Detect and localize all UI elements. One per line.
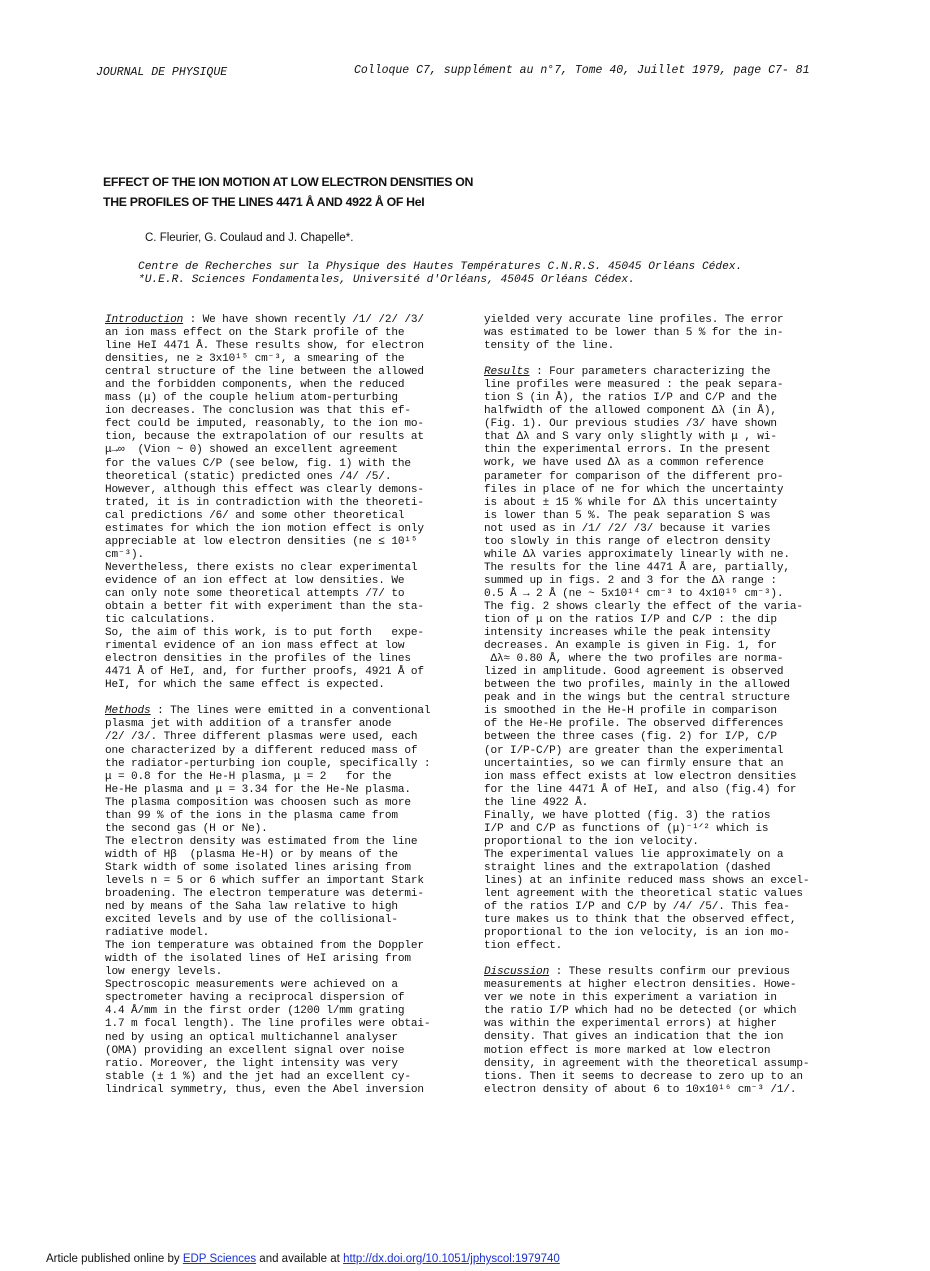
text-line: proportional to the ion velocity. [484, 835, 699, 848]
text-line: peak and in the wings but the central structure [484, 692, 790, 705]
text-span: : Four parameters characterizing the [529, 366, 771, 379]
text-line: of the He-He profile. The observed differences [484, 718, 784, 731]
text-line: evidence of an ion effect at low densities. We [105, 574, 405, 587]
text-line: /2/ /3/. Three different plasmas were used, each [105, 731, 418, 744]
text-line: thin the experimental errors. In the present [484, 444, 771, 457]
text-line: trated, it is in contradiction with the theoreti- [105, 496, 424, 509]
paragraph-gap [484, 353, 829, 366]
text-line: between the three cases (fig. 2) for I/P, C/P [484, 731, 777, 744]
text-line: estimates for which the ion motion effect is only [105, 522, 424, 535]
text-line: uncertainties, so we can firmly ensure that an [484, 757, 784, 770]
text-line: radiative model. [105, 927, 210, 940]
text-line: the line 4922 Å. [484, 796, 589, 809]
text-line: that Δλ and S vary only slightly with μ , wi- [484, 431, 777, 444]
text-line: However, although this effect was clearly demons- [105, 483, 424, 496]
text-line: spectrometer having a reciprocal dispersion of [105, 992, 405, 1005]
text-line: is smoothed in the He-H profile in comparison [484, 705, 777, 718]
text-line: Δλ≈ 0.80 Å, where the two profiles are norma- [484, 653, 784, 666]
text-line: lent agreement with the theoretical static values [484, 888, 803, 901]
text-line: μ = 0.8 for the He-H plasma, μ = 2 for the [105, 770, 392, 783]
text-line: low energy levels. [105, 966, 223, 979]
text-line: the ratio I/P which had no be detected (or which [484, 1005, 797, 1018]
text-line: density, in agreement with the theoretical assump- [484, 1057, 810, 1070]
paper-title [103, 172, 473, 212]
section-heading: Methods [105, 705, 151, 718]
text-line: central structure of the line between the allowed [105, 366, 424, 379]
text-line: width of Hβ (plasma He-H) or by means of the [105, 848, 398, 861]
text-line: Finally, we have plotted (fig. 3) the ratios [484, 809, 771, 822]
text-line: of the ratios I/P and C/P by /4/ /5/. This fea- [484, 901, 790, 914]
text-line: The experimental values lie approximately on a [484, 848, 784, 861]
text-line: straight lines and the extrapolation (dashed [484, 861, 771, 874]
text-line: line profiles were measured : the peak separa- [484, 379, 784, 392]
paragraph-gap [484, 953, 829, 966]
text-span: : The lines were emitted in a conventional [150, 705, 431, 718]
text-line: plasma jet with addition of a transfer anode [105, 718, 392, 731]
text-line: broadening. The electron temperature was determi- [105, 888, 424, 901]
text-line: (OMA) providing an excellent signal over noise [105, 1044, 405, 1057]
text-line: fect could be imputed, reasonably, to the ion mo- [105, 418, 424, 431]
text-line: one characterized by a different reduced mass of [105, 744, 418, 757]
text-line: lindrical symmetry, thus, even the Abel inversion [105, 1083, 424, 1096]
text-line: The results for the line 4471 Å are, partially, [484, 561, 790, 574]
text-line: ture makes us to think that the observed effect, [484, 914, 797, 927]
text-line: decreases. An example is given in Fig. 1, for [484, 640, 777, 653]
affiliation-1: Centre de Recherches sur la Physique des Hautes Températures C.N.R.S. 45045 Orléans Cédex. [138, 261, 743, 273]
text-line: electron densities in the profiles of the lines [105, 653, 411, 666]
text-line: between the two profiles, mainly in the allowed [484, 679, 790, 692]
text-line: the second gas (H or Ne). [105, 822, 268, 835]
text-line: not used as in /1/ /2/ /3/ because it varies [484, 522, 771, 535]
section-first-line [105, 705, 450, 718]
text-line: motion effect is more marked at low electron [484, 1044, 771, 1057]
footer [46, 1253, 560, 1265]
text-line: ned by using an optical multichannel analyser [105, 1031, 398, 1044]
title-line-2: THE PROFILES OF THE LINES 4471 Å AND 4922 Å OF HeI [103, 195, 425, 209]
text-line: tion effect. [484, 940, 563, 953]
text-line: mass (μ) of the couple helium atom-perturbing [105, 392, 398, 405]
text-line: summed up in figs. 2 and 3 for the Δλ range : [484, 574, 777, 587]
text-line: than 99 % of the ions in the plasma came from [105, 809, 398, 822]
text-line: can only note some theoretical attempts /7/ to [105, 587, 405, 600]
section-heading: Introduction [105, 314, 184, 326]
text-line: lines) at an infinite reduced mass shows an excel- [484, 874, 810, 887]
text-line: ned by means of the Saha law relative to high [105, 901, 398, 914]
text-line: μ→∞ (Vion ~ 0) showed an excellent agreement [105, 444, 398, 457]
footer-middle: and available at [256, 1253, 344, 1265]
title-line-1: EFFECT OF THE ION MOTION AT LOW ELECTRON DENSITIES ON [103, 175, 474, 189]
text-line: stable (± 1 %) and the jet had an excellent cy- [105, 1070, 411, 1083]
text-line: line HeI 4471 Å. These results show, for electron [105, 340, 424, 353]
text-line: levels n = 5 or 6 which suffer an important Stark [105, 874, 424, 887]
text-line: appreciable at low electron densities (ne ≤ 10¹⁵ [105, 535, 418, 548]
doi-link[interactable]: http://dx.doi.org/10.1051/jphyscol:1979740 [343, 1253, 560, 1265]
section-first-line [484, 966, 829, 979]
text-line: tion S (in Å), the ratios I/P and C/P and the [484, 392, 777, 405]
text-line: Nevertheless, there exists no clear experimental [105, 561, 418, 574]
text-line: intensity increases while the peak intensity [484, 627, 771, 640]
footer-prefix: Article published online by [46, 1253, 183, 1265]
text-line: 0.5 Å → 2 Å (ne ~ 5x10¹⁴ cm⁻³ to 4x10¹⁵ cm⁻³). [484, 587, 784, 600]
text-line: The ion temperature was obtained from the Doppler [105, 940, 424, 953]
text-line: an ion mass effect on the Stark profile of the [105, 327, 405, 340]
authors: C. Fleurier, G. Coulaud and J. Chapelle*. [145, 232, 354, 244]
text-line: for the line 4471 Å of HeI, and also (fig.4) for [484, 783, 797, 796]
text-line: parameter for comparison of the different pro- [484, 470, 784, 483]
text-line: theoretical (static) predicted ones /4/ /5/. [105, 470, 392, 483]
text-line: The plasma composition was choosen such as more [105, 796, 411, 809]
text-line: (Fig. 1). Our previous studies /3/ have shown [484, 418, 777, 431]
text-line: HeI, for which the same effect is expected. [105, 679, 385, 692]
text-line: tensity of the line. [484, 340, 615, 353]
text-line: tion of μ on the ratios I/P and C/P : the dip [484, 614, 777, 627]
text-line: measurements at higher electron densities. Howe- [484, 979, 797, 992]
text-line: was within the experimental errors) at higher [484, 1018, 777, 1031]
text-line: rimental evidence of an ion mass effect at low [105, 640, 405, 653]
section-first-line [484, 366, 829, 379]
text-line: Stark width of some isolated lines arising from [105, 861, 411, 874]
publisher-link[interactable]: EDP Sciences [182, 1253, 257, 1265]
text-line: excited levels and by use of the collisional- [105, 914, 398, 927]
text-line: files in place of ne for which the uncertainty [484, 483, 784, 496]
text-line: work, we have used Δλ as a common reference [484, 457, 764, 470]
text-line: ver we note in this experiment a variation in [484, 992, 777, 1005]
left-column [105, 314, 450, 1097]
text-line: tion, because the extrapolation of our results at [105, 431, 424, 444]
paragraph-gap [105, 692, 450, 705]
text-line: is lower than 5 %. The peak separation S was [484, 509, 771, 522]
text-line: lized in amplitude. Good agreement is observed [484, 666, 784, 679]
text-line: (or I/P-C/P) are greater than the experimental [484, 744, 784, 757]
text-line: 4.4 Å/mm in the first order (1200 l/mm grating [105, 1005, 405, 1018]
text-line: and the forbidden components, when the reduced [105, 379, 405, 392]
text-line: Spectroscopic measurements were achieved on a [105, 979, 398, 992]
text-line: 1.7 m focal length). The line profiles were obtai- [105, 1018, 431, 1031]
text-line: So, the aim of this work, is to put forth expe- [105, 627, 424, 640]
text-line: obtain a better fit with experiment than the sta- [105, 601, 424, 614]
journal-name: JOURNAL DE PHYSIQUE [96, 66, 228, 79]
text-line: proportional to the ion velocity, is an ion mo- [484, 927, 790, 940]
issue-citation: Colloque C7, supplément au n°7, Tome 40, Juillet 1979, page C7- 81 [354, 64, 810, 77]
section-first-line [105, 314, 450, 327]
text-line: tic calculations. [105, 614, 216, 627]
text-line: halfwidth of the allowed component Δλ (in Å), [484, 405, 777, 418]
text-line: I/P and C/P as functions of (μ)⁻¹ᐟ² which is [484, 822, 769, 835]
section-heading: Results [484, 366, 530, 379]
text-line: 4471 Å of HeI, and, for further proofs, 4921 Å of [105, 666, 424, 679]
text-line: the radiator-perturbing ion couple, specifically : [105, 757, 431, 770]
text-line: too slowly in this range of electron density [484, 535, 771, 548]
affiliations [138, 261, 742, 287]
text-line: ratio. Moreover, the light intensity was very [105, 1057, 398, 1070]
text-line: ion decreases. The conclusion was that this ef- [105, 405, 411, 418]
text-line: yielded very accurate line profiles. The error [484, 314, 784, 326]
text-line: cal predictions /6/ and some other theoretical [105, 509, 405, 522]
text-line: He-He plasma and μ = 3.34 for the He-Ne plasma. [105, 783, 411, 796]
text-line: cm⁻³). [105, 548, 145, 561]
text-span: : We have shown recently /1/ /2/ /3/ [183, 314, 424, 326]
text-line: tions. Then it seems to decrease to zero up to an [484, 1070, 803, 1083]
text-line: width of the isolated lines of HeI arising from [105, 953, 411, 966]
text-line: electron density of about 6 to 10x10¹⁶ cm⁻³ /1/. [484, 1083, 797, 1096]
text-line: The fig. 2 shows clearly the effect of the varia- [484, 600, 803, 613]
text-line: The electron density was estimated from the line [105, 835, 418, 848]
text-line: ion mass effect exists at low electron densities [484, 770, 797, 783]
text-span: : These results confirm our previous [549, 966, 790, 979]
text-line: densities, ne ≥ 3x10¹⁵ cm⁻³, a smearing of the [105, 353, 405, 366]
text-line: density. That gives an indication that the ion [484, 1031, 784, 1044]
section-heading: Discussion [484, 966, 550, 979]
text-line: was estimated to be lower than 5 % for the in- [484, 327, 784, 340]
right-column [484, 314, 829, 1097]
text-line: is about ± 15 % while for Δλ this uncertainty [484, 496, 777, 509]
text-line: for the values C/P (see below, fig. 1) with the [105, 457, 411, 470]
text-line: while Δλ varies approximately linearly with ne. [484, 548, 790, 561]
affiliation-2: *U.E.R. Sciences Fondamentales, Université d'Orléans, 45045 Orléans Cédex. [138, 274, 635, 286]
